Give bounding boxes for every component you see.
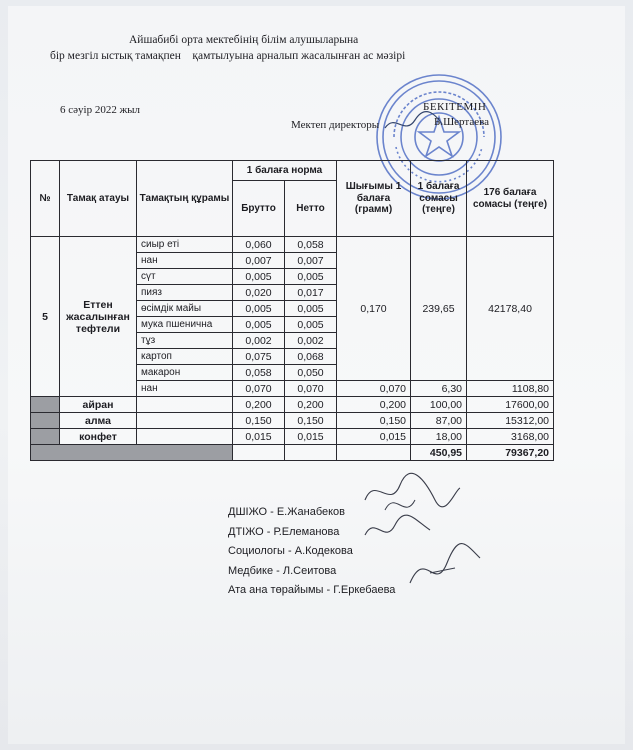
empty-cell bbox=[137, 429, 233, 445]
ingredient-brutto: 0,005 bbox=[233, 269, 285, 285]
ingredient-brutto: 0,075 bbox=[233, 349, 285, 365]
ingredient-name: нан bbox=[137, 253, 233, 269]
item-brutto: 0,200 bbox=[233, 397, 285, 413]
bread-cost176: 1108,80 bbox=[467, 381, 554, 397]
director-name: Б.Шертаева bbox=[434, 116, 490, 128]
ingredient-name: сиыр еті bbox=[137, 237, 233, 253]
signatories-list bbox=[228, 503, 395, 601]
item-name: алма bbox=[60, 413, 137, 429]
item-cost1: 87,00 bbox=[411, 413, 467, 429]
signatory: Ата ана төрайымы - Г.Еркебаева bbox=[228, 584, 396, 597]
bread-brutto: 0,070 bbox=[233, 381, 285, 397]
ingredient-brutto: 0,060 bbox=[233, 237, 285, 253]
item-brutto: 0,015 bbox=[233, 429, 285, 445]
dish-cost176: 42178,40 bbox=[467, 237, 554, 381]
col-header-netto: Нетто bbox=[285, 181, 337, 237]
item-yield: 0,200 bbox=[337, 397, 411, 413]
signature-3 bbox=[405, 538, 485, 598]
empty-cell bbox=[31, 413, 60, 429]
col-header-num: № bbox=[31, 161, 60, 237]
ingredient-netto: 0,005 bbox=[285, 301, 337, 317]
ingredient-netto: 0,017 bbox=[285, 285, 337, 301]
ingredient-netto: 0,068 bbox=[285, 349, 337, 365]
bread-name: нан bbox=[137, 381, 233, 397]
dish-number: 5 bbox=[31, 237, 60, 397]
director-signature bbox=[380, 108, 450, 138]
ingredient-name: тұз bbox=[137, 333, 233, 349]
empty-cell bbox=[337, 445, 411, 461]
item-name: айран bbox=[60, 397, 137, 413]
ingredient-netto: 0,005 bbox=[285, 269, 337, 285]
ingredient-netto: 0,005 bbox=[285, 317, 337, 333]
document-title-line2: бір мезгіл ыстық тамақпен қамтылуына арналып жасалынған ас мәзірі bbox=[50, 50, 406, 62]
document-title-line1: Айшабибі орта мектебінің білім алушыларына bbox=[129, 34, 359, 46]
empty-cell bbox=[137, 413, 233, 429]
ingredient-brutto: 0,007 bbox=[233, 253, 285, 269]
empty-cell bbox=[137, 397, 233, 413]
col-header-composition: Тамақтың құрамы bbox=[137, 161, 233, 237]
col-header-brutto: Брутто bbox=[233, 181, 285, 237]
item-cost176: 3168,00 bbox=[467, 429, 554, 445]
ingredient-name: мука пшенична bbox=[137, 317, 233, 333]
item-cost176: 17600,00 bbox=[467, 397, 554, 413]
document-date: 6 сәуір 2022 жыл bbox=[60, 104, 141, 116]
col-header-cost176: 176 балаға сомасы (теңге) bbox=[467, 161, 554, 237]
bread-netto: 0,070 bbox=[285, 381, 337, 397]
total-cost176: 79367,20 bbox=[467, 445, 554, 461]
item-brutto: 0,150 bbox=[233, 413, 285, 429]
empty-cell bbox=[31, 429, 60, 445]
ingredient-brutto: 0,058 bbox=[233, 365, 285, 381]
dish-cost1: 239,65 bbox=[411, 237, 467, 381]
total-cost1: 450,95 bbox=[411, 445, 467, 461]
empty-cell bbox=[31, 397, 60, 413]
col-header-cost1: 1 балаға сомасы (теңге) bbox=[411, 161, 467, 237]
director-label: Мектеп директоры bbox=[291, 119, 380, 131]
item-yield: 0,150 bbox=[337, 413, 411, 429]
ingredient-brutto: 0,020 bbox=[233, 285, 285, 301]
ingredient-name: макарон bbox=[137, 365, 233, 381]
ingredient-brutto: 0,005 bbox=[233, 317, 285, 333]
item-netto: 0,200 bbox=[285, 397, 337, 413]
col-header-yield: Шығымы 1 балаға (грамм) bbox=[337, 161, 411, 237]
ingredient-brutto: 0,005 bbox=[233, 301, 285, 317]
item-netto: 0,015 bbox=[285, 429, 337, 445]
item-cost1: 18,00 bbox=[411, 429, 467, 445]
dish-yield: 0,170 bbox=[337, 237, 411, 381]
dish-name: Еттен жасалынған тефтели bbox=[60, 237, 137, 397]
signatory: ДТІЖО - Р.Елеманова bbox=[228, 525, 340, 538]
bread-yield: 0,070 bbox=[337, 381, 411, 397]
item-netto: 0,150 bbox=[285, 413, 337, 429]
signatory: ДШІЖО - Е.Жанабеков bbox=[228, 506, 346, 518]
ingredient-netto: 0,002 bbox=[285, 333, 337, 349]
item-name: конфет bbox=[60, 429, 137, 445]
empty-cell bbox=[285, 445, 337, 461]
total-row-filler bbox=[31, 445, 233, 461]
ingredient-name: картоп bbox=[137, 349, 233, 365]
bread-cost1: 6,30 bbox=[411, 381, 467, 397]
empty-cell bbox=[233, 445, 285, 461]
approval-label: БЕКІТЕМІН bbox=[423, 101, 487, 113]
ingredient-netto: 0,058 bbox=[285, 237, 337, 253]
signatory: Социологы - А.Кодекова bbox=[228, 545, 353, 558]
col-header-norm: 1 балаға норма bbox=[233, 161, 337, 181]
menu-table bbox=[30, 160, 554, 461]
item-cost1: 100,00 bbox=[411, 397, 467, 413]
item-yield: 0,015 bbox=[337, 429, 411, 445]
col-header-dish: Тамақ атауы bbox=[60, 161, 137, 237]
signatory: Медбике - Л.Сеитова bbox=[228, 564, 337, 577]
ingredient-netto: 0,007 bbox=[285, 253, 337, 269]
item-cost176: 15312,00 bbox=[467, 413, 554, 429]
ingredient-netto: 0,050 bbox=[285, 365, 337, 381]
ingredient-brutto: 0,002 bbox=[233, 333, 285, 349]
ingredient-name: сүт bbox=[137, 269, 233, 285]
ingredient-name: өсімдік майы bbox=[137, 301, 233, 317]
ingredient-name: пияз bbox=[137, 285, 233, 301]
